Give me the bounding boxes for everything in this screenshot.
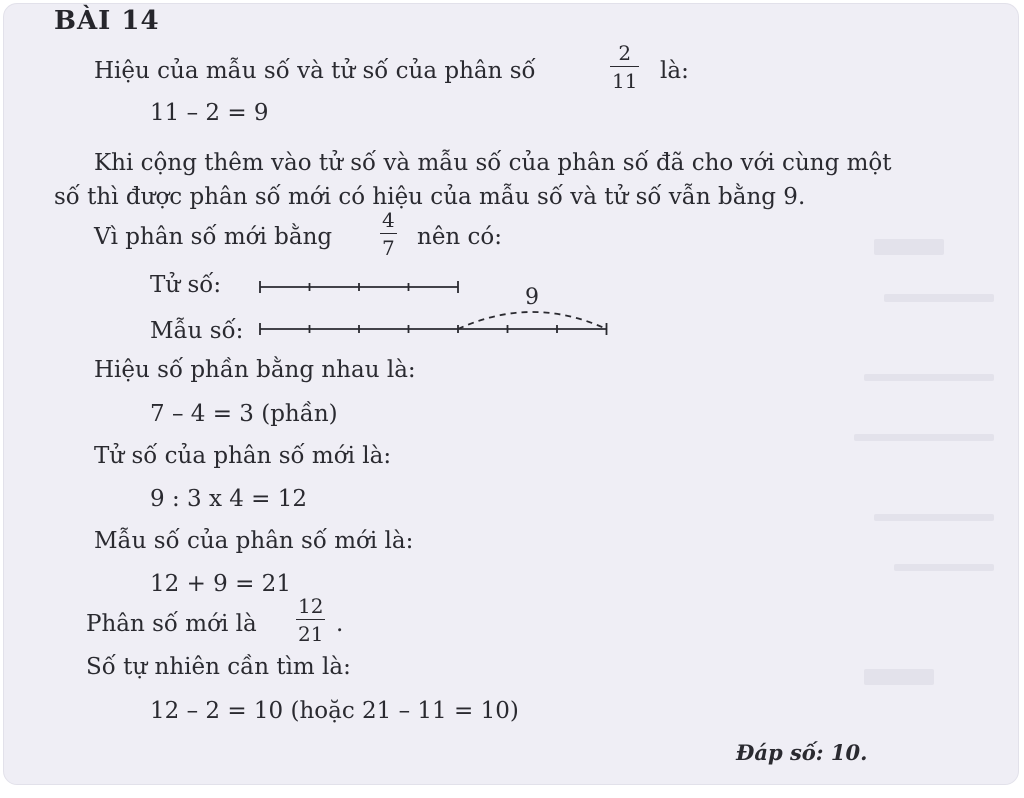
text-line: Hiệu số phần bằng nhau là: — [94, 357, 416, 383]
equation-line: 11 – 2 = 9 — [150, 100, 269, 126]
fraction-denominator: 7 — [382, 236, 395, 260]
text-line: Vì phân số mới bằng — [94, 224, 333, 250]
equation-line: 9 : 3 x 4 = 12 — [150, 486, 308, 512]
text-line: Phân số mới là — [86, 611, 257, 637]
fraction-numerator: 4 — [382, 208, 395, 232]
text-line: Mẫu số của phân số mới là: — [94, 528, 414, 554]
fraction-denominator: 21 — [298, 622, 324, 646]
fraction-numerator: 2 — [618, 41, 632, 65]
textbook-page — [3, 3, 1019, 785]
final-answer: Đáp số: 10. — [736, 740, 868, 765]
difference-brace — [458, 312, 607, 329]
equation-line: 12 + 9 = 21 — [150, 571, 291, 597]
fraction-bar — [296, 619, 325, 620]
text-line: . — [336, 611, 344, 637]
fraction-denominator: 11 — [612, 69, 638, 93]
lesson-title: BÀI 14 — [54, 6, 160, 36]
text-line: Hiệu của mẫu số và tử số của phân số — [94, 58, 536, 84]
text-line: Khi cộng thêm vào tử số và mẫu số của phân số đã cho với cùng một — [94, 150, 892, 176]
text-line: là: — [660, 58, 689, 84]
text-line: Số tự nhiên cần tìm là: — [86, 654, 351, 680]
text-line: nên có: — [417, 224, 503, 250]
equation-line: 7 – 4 = 3 (phần) — [150, 401, 338, 427]
fraction-numerator: 12 — [298, 594, 324, 618]
denominator-label: Mẫu số: — [150, 318, 244, 344]
numerator-label: Tử số: — [150, 272, 222, 298]
text-line: số thì được phân số mới có hiệu của mẫu số và tử số vẫn bằng 9. — [54, 184, 806, 210]
equation-line: 12 – 2 = 10 (hoặc 21 – 11 = 10) — [150, 698, 519, 724]
fraction — [296, 595, 325, 645]
difference-label: 9 — [525, 285, 539, 310]
text-line: Tử số của phân số mới là: — [94, 443, 392, 469]
